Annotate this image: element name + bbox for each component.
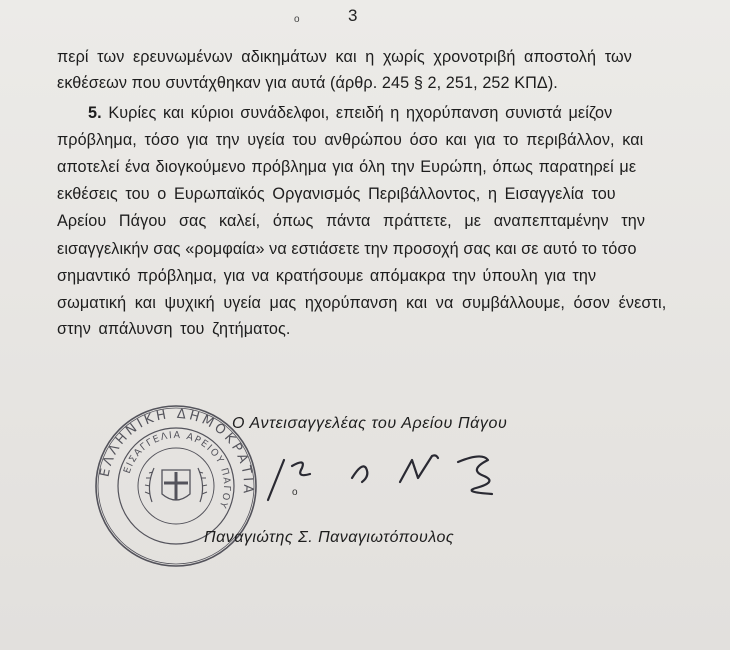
body-line: εκθέσεις του ο Ευρωπαϊκός Οργανισμός Περιβάλλοντος, η Εισαγγελία του xyxy=(57,185,616,203)
seal-inner-text: ΕΙΣΑΓΓΕΛΙΑ ΑΡΕΙΟΥ ΠΑΓΟΥ xyxy=(121,429,233,511)
body-line: Κυρίες και κύριοι συνάδελφοι, επειδή η ηχορύπανση συνιστά μείζον xyxy=(108,104,613,122)
page-dot-mark: o xyxy=(294,14,300,25)
seal-outer-text: ΕΛΛΗΝΙΚΗ ΔΗΜΟΚΡΑΤΙΑ xyxy=(97,406,256,497)
signature-dot-mark: o xyxy=(292,487,298,498)
body-line: Αρείου Πάγου σας καλεί, όπως πάντα πράττετε, με αναπεπταμένην την xyxy=(57,212,646,230)
body-line: περί των ερευνωμένων αδικημάτων και η χωρίς χρονοτριβή αποστολή των xyxy=(57,48,632,66)
paragraph-5-first-line xyxy=(88,104,612,123)
body-line: εκθέσεων που συντάχθηκαν για αυτά (άρθρ. 245 § 2, 251, 252 ΚΠΔ). xyxy=(57,74,558,92)
body-line: σημαντικό πρόβλημα, για να κρατήσουμε απόμακρα την ύπουλη για την xyxy=(57,267,597,285)
body-line: πρόβλημα, τόσο για την υγεία του ανθρώπου όσο και για το περιβάλλον, και xyxy=(57,131,644,149)
page-number: 3 xyxy=(348,6,358,25)
handwritten-signature xyxy=(262,438,512,508)
body-line: εισαγγελικήν σας «ρομφαία» να εστιάσετε την προσοχή σας και σε αυτό το τόσο xyxy=(57,240,637,258)
signatory-title: Ο Αντεισαγγελέας του Αρείου Πάγου xyxy=(232,415,508,432)
signatory-name: Παναγιώτης Σ. Παναγιωτόπουλος xyxy=(204,529,455,546)
body-line: σωματική και ψυχική υγεία μας ηχορύπανση και να συμβάλλουμε, όσον ένεστι, xyxy=(57,294,667,312)
body-line: αποτελεί ένα διογκούμενο πρόβλημα για όλη την Ευρώπη, όπως παρατηρεί με xyxy=(57,158,637,176)
body-line: στην απάλυνση του ζητήματος. xyxy=(57,320,291,338)
item-number: 5. xyxy=(88,104,102,122)
